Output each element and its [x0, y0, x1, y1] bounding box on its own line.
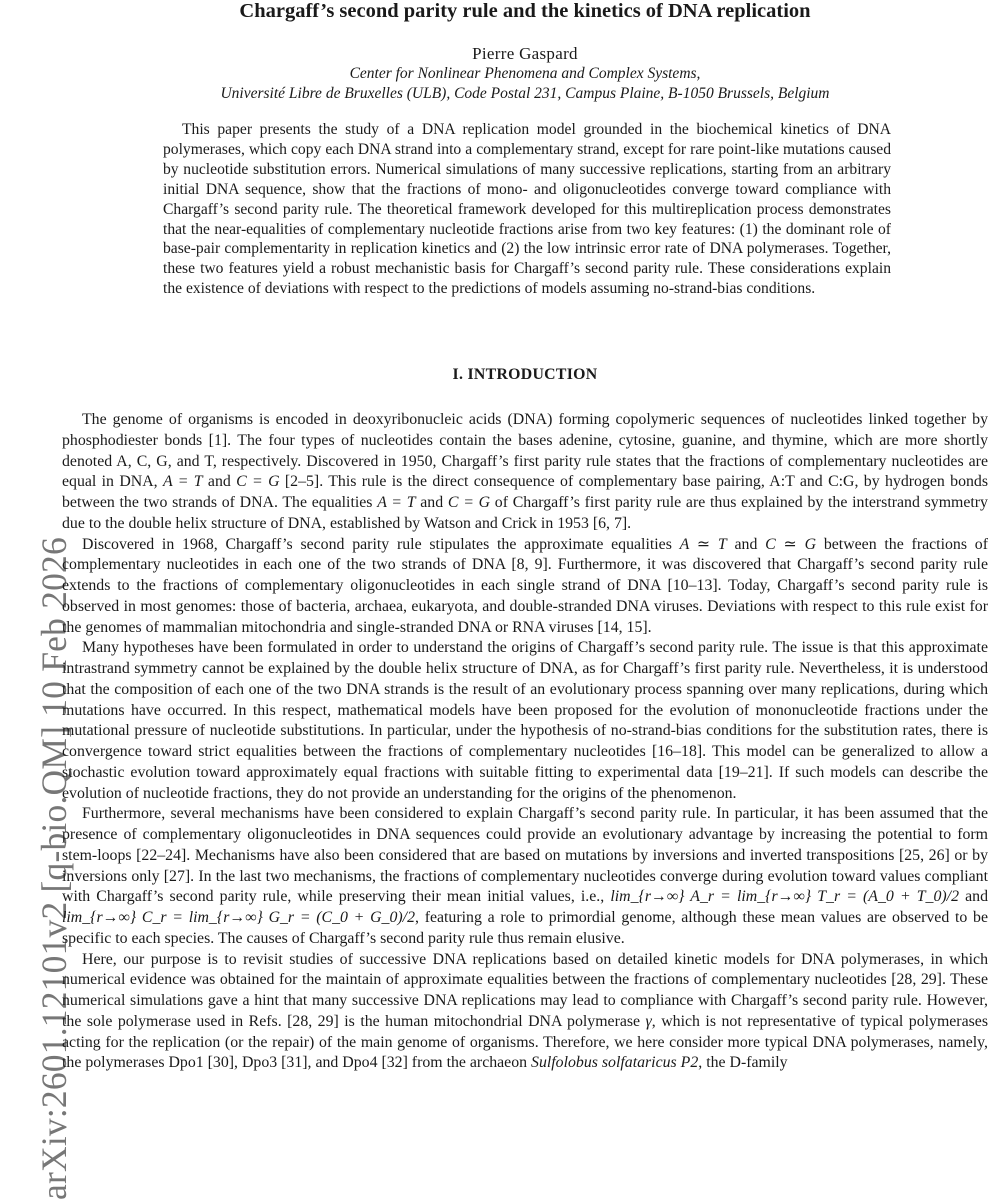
- text-run: of Chargaff’s first parity rule are thus explained by the interstrand symmetry due to the double helix structure of DNA, established by Watson and Crick in 1953 [6, 7].: [62, 494, 988, 532]
- text-run: and: [726, 535, 766, 553]
- text-run: Discovered in 1968, Chargaff’s second parity rule stipulates the approximate equalities: [82, 535, 680, 553]
- math-inline: C = G: [447, 494, 491, 511]
- body-text: [62, 410, 988, 1074]
- math-inline: A = T: [162, 473, 203, 491]
- paragraph-4: [62, 804, 988, 949]
- affiliation-line-1: Center for Nonlinear Phenomena and Complex Systems,: [349, 65, 701, 82]
- section-heading-introduction: I. INTRODUCTION: [452, 366, 598, 383]
- text-run: , which is not representative of typical polymerases acting for the replication (or the repair) of the main genome of organisms. Therefore, we here consider more typical DNA polymerases, namely, the polymerases Dpo1 [30], Dpo3 [31], and Dpo4 [32] from the archaeon: [62, 1012, 988, 1072]
- abstract: This paper presents the study of a DNA replication model grounded in the biochemical kinetics of DNA polymerases, which copy each DNA strand into a complementary strand, except for rare point-like mutations caused by nucleotide substitution errors. Numerical simulations of many successive replications, starting from an arbitrary initial DNA sequence, show that the fractions of mono- and oligonucleotides converge toward compliance with Chargaff’s second parity rule. The theoretical framework developed for this multireplication process demonstrates that the near-equalities of complementary nucleotide fractions arise from two key features: (1) the dominant role of base-pair complementarity in replication kinetics and (2) the low intrinsic error rate of DNA polymerases. Together, these two features yield a robust mechanistic basis for Chargaff’s second parity rule. These considerations explain the existence of deviations with respect to the predictions of models assuming no-strand-bias conditions.: [163, 121, 891, 298]
- text-run: between the fractions of complementary nucleotides in each one of the two strands of DNA [8, 9]. Furthermore, it was discovered that Chargaff’s second parity rule extends to the fractions of complementary oligonucleotides in each single strand of DNA [10–13]. Today, Chargaff’s second parity rule is observed in most genomes: those of bacteria, archaea, eukaryota, and double-stranded DNA viruses. Deviations with respect to this rule exist for the genomes of mammalian mitochondria and single-stranded DNA or RNA viruses [14, 15].: [62, 535, 988, 636]
- text-run: The genome of organisms is encoded in deoxyribonucleic acids (DNA) forming copolymeric sequences of nucleotides linked together by phosphodiester bonds [1]. The four types of nucleotides contain the bases adenine, cytosine, guanine, and thymine, which are more shortly denoted A, C, G, and T, respectively. Discovered in 1950, Chargaff’s first parity rule states that the fractions of complementary nucleotides are equal in DNA,: [62, 411, 988, 491]
- text-run: and: [959, 888, 988, 906]
- paper-title: Chargaff’s second parity rule and the kinetics of DNA replication: [239, 0, 811, 22]
- paragraph-3: Many hypotheses have been formulated in order to understand the origins of Chargaff’s second parity rule. The issue is that this approximate intrastrand symmetry cannot be explained by the double helix structure of DNA, as for Chargaff’s first parity rule. Nevertheless, it is understood that the composition of each one of the two DNA strands is the result of an evolutionary process spanning over many replications, during which mutations have occurred. In this respect, mathematical models have been proposed for the evolution of mononucleotide fractions under the mutational pressure of nucleotide substitutions. In particular, under the hypothesis of no-strand-bias conditions for the substitution rates, there is convergence toward strict equalities between the fractions of complementary nucleotides [16–18]. This model can be generalized to allow a stochastic evolution toward approximately equal fractions with suitable fitting to experimental data [19–21]. If such models can describe the evolution of nucleotide fractions, they do not provide an understanding for the origins of the phenomenon.: [62, 639, 988, 802]
- math-inline: C ≃ G: [765, 535, 817, 553]
- text-run: , the D-family: [698, 1054, 788, 1072]
- text-run: and: [202, 473, 237, 491]
- paragraph-1: [62, 410, 988, 535]
- math-inline: A = T: [377, 494, 416, 511]
- math-inline: A ≃ T: [679, 535, 727, 553]
- text-run: , featuring a role to primordial genome, although these mean values are observed to be specific to each species. The causes of Chargaff’s second parity rule thus remain elusive.: [62, 909, 988, 947]
- affiliation-line-2: Université Libre de Bruxelles (ULB), Code Postal 231, Campus Plaine, B-1050 Brussels, Belgium: [220, 85, 830, 102]
- author-name: Pierre Gaspard: [472, 44, 578, 63]
- math-inline: C = G: [236, 473, 280, 491]
- math-inline: lim_{r→∞} A_r = lim_{r→∞} T_r = (A_0 + T_0)/2: [610, 888, 959, 906]
- species-name: Sulfolobus solfataricus P2: [531, 1054, 699, 1072]
- text-run: and: [415, 494, 448, 511]
- paragraph-5: [62, 950, 988, 1075]
- paragraph-2: [62, 535, 988, 639]
- text-run: Furthermore, several mechanisms have been considered to explain Chargaff’s second parity rule. In particular, it has been assumed that the presence of complementary oligonucleotides in DNA sequences could provide an evolutionary advantage by increasing the potential to form stem-loops [22–24]. Mechanisms have also been considered that are based on mutations by inversions and inverted transpositions [25, 26] or by inversions only [27]. In the last two mechanisms, the fractions of complementary nucleotides converge during evolution toward values compliant with Chargaff’s second parity rule, while preserving their mean initial values, i.e.,: [62, 805, 988, 906]
- text-run: Here, our purpose is to revisit studies of successive DNA replications based on detailed kinetic models for DNA polymerases, in which numerical evidence was obtained for the maintain of approximate equalities between the fractions of complementary nucleotides [28, 29]. These numerical simulations gave a hint that many successive DNA replications may lead to compliance with Chargaff’s second parity rule. However, the sole polymerase used in Refs. [28, 29] is the human mitochondrial DNA polymerase: [62, 950, 988, 1030]
- math-inline: γ: [645, 1012, 652, 1030]
- arxiv-sidebar-stamp: arXiv:2601.12101v2 [q-bio.QM] 10 Feb 2026: [34, 537, 74, 1200]
- text-run: [2–5]. This rule is the direct consequence of complementary base pairing, A:T and C:G, by hydrogen bonds between the two strands of DNA. The equalities: [62, 473, 988, 511]
- math-inline: lim_{r→∞} C_r = lim_{r→∞} G_r = (C_0 + G_0)/2: [62, 909, 415, 926]
